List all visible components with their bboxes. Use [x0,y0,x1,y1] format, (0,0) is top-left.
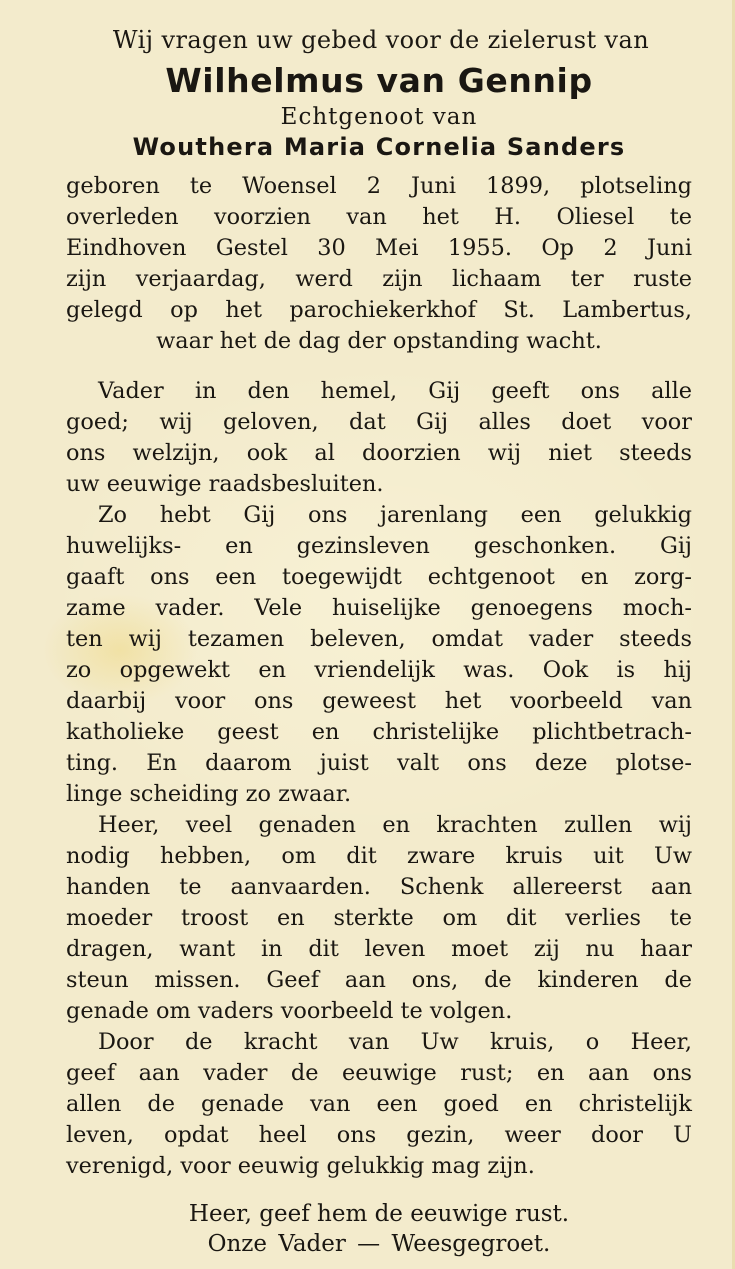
prayer-line: goed; wij geloven, dat Gij alles doet voor [66,409,692,435]
deceased-name: Wilhelmus van Gennip [165,61,593,100]
prayer-line: huwelijks- en gezinsleven geschonken. Gij [66,533,692,559]
prayer-line: Heer, veel genaden en krachten zullen wij [98,812,692,838]
prayer-line: ons welzijn, ook al doorzien wij niet steeds [66,440,692,466]
prayer-line: steun missen. Geef aan ons, de kinderen de [66,967,692,993]
bio-line: overleden voorzien van het H. Oliesel te [66,204,692,230]
prayer-line: nodig hebben, om dit zware kruis uit Uw [66,843,692,869]
bio-line: Eindhoven Gestel 30 Mei 1955. Op 2 Juni [66,235,692,261]
prayer-line: genade om vaders voorbeeld te volgen. [66,998,513,1024]
prayer-line: zame vader. Vele huiselijke genoegens moch- [66,595,692,621]
prayer-line: dragen, want in dit leven moet zij nu haar [66,936,692,962]
closing-prayer [66,1199,692,1259]
bio-line: zijn verjaardag, werd zijn lichaam ter ruste [66,266,692,292]
prayer-line: handen te aanvaarden. Schenk allereerst aan [66,874,692,900]
prayer-line: allen de genade van een goed en christelijk [66,1091,692,1117]
prayer-line: Zo hebt Gij ons jarenlang een gelukkig [98,502,692,528]
bio-line: waar het de dag der opstanding wacht. [156,328,602,354]
intro-text: Wij vragen uw gebed voor de zielerust van [112,26,650,54]
bio-line: geboren te Woensel 2 Juni 1899, plotseling [66,173,692,199]
prayer-line: Door de kracht van Uw kruis, o Heer, [98,1029,692,1055]
prayer-line: daarbij voor ons geweest het voorbeeld van [66,688,692,714]
closing-line-1: Heer, geef hem de eeuwige rust. [188,1201,570,1227]
prayer-line: geef aan vader de eeuwige rust; en aan ons [66,1060,692,1086]
prayer-paragraph [66,810,692,1027]
prayer-line: linge scheiding zo zwaar. [66,781,352,807]
spouse-name: Wouthera Maria Cornelia Sanders [132,133,626,161]
prayer-line: uw eeuwige raadsbesluiten. [66,471,384,497]
closing-line-2: Onze Vader — Weesgegroet. [207,1231,551,1257]
prayer-line: gaaft ons een toegewijdt echtgenoot en zorg- [66,564,692,590]
prayer-paragraph [66,500,692,810]
prayer-line: zo opgewekt en vriendelijk was. Ook is hij [66,657,692,683]
bio-line: gelegd op het parochiekerkhof St. Lambertus, [66,297,692,323]
biography [66,171,692,357]
prayer-paragraph [66,376,692,500]
prayer-line: verenigd, voor eeuwig gelukkig mag zijn. [66,1153,535,1179]
prayer-line: Vader in den hemel, Gij geeft ons alle [98,378,692,404]
prayer-line: ting. En daarom juist valt ons deze plotse- [66,750,692,776]
prayer-line: katholieke geest en christelijke plichtbetrach- [66,719,692,745]
prayer-paragraph [66,1027,692,1182]
prayer-line: moeder troost en sterkte om dit verlies te [66,905,692,931]
prayer-line: leven, opdat heel ons gezin, weer door U [66,1122,692,1148]
prayer-line: ten wij tezamen beleven, omdat vader steeds [66,626,692,652]
spouse-label: Echtgenoot van [280,104,478,130]
